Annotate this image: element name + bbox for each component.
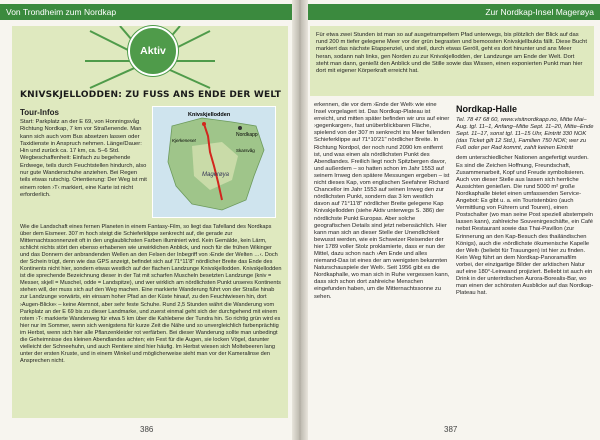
section-heading-nordkap-halle: Nordkap-Halle [456, 104, 518, 114]
map-label-kjerkeneset: Kjerkeneset [172, 138, 196, 143]
column-right [456, 102, 594, 297]
left-page [0, 0, 296, 440]
book-gutter [292, 0, 308, 440]
nordkap-halle-address: Tel. 78 47 68 60, www.visitnordkapp.no, Mitte Mai–Aug. tgl. 11–1, Anfang–Mitte Sept. 11–20, Mitte–Ende Sept. 11–17, sonst tgl. 11–15 Uhr, Eintritt 330 NOK (das Ticket gilt 12 Std.), Familien 750 NOK; wer zu Fuß oder per Rad kommt, zahlt keinen Eintritt [456, 117, 594, 152]
running-head-left: Von Trondheim zum Nordkap [0, 4, 296, 20]
tour-infos-text: Start: Parkplatz an der E 69, von Honningsvåg Richtung Nordkap, 7 km vor Straßenende. Man kann sich auch vom Bus absetzen lassen oder Taxidienste in Anspruch nehmen. Länge/Dauer: Hin und zurück ca. 17 km, ca. 5–6 Std. Wegbeschaffenheit: Einfach zu begehende Erdwege, teils durch Feuchtstellen hindurch, also nur gute Wanderschuhe anziehen. Bei Regen teils etwas rutschig. Orientierung: Der Weg ist mit einem roten ›T‹ markiert, eine Karte ist nicht erforderlich. [20, 119, 147, 198]
column-right-text: dem unterschiedlicher Nationen angefertigt wurden. Es sind die Zeichen Hoffnung, Freundschaft, Zusammenarbeit, Kopf und Freude symbolisieren. Auch von dieser Stelle aus lassen sich herrliche Aussichten genießen. Die rund 5000 m² große Nordkaphalle bietet einen umfassenden Service-Angebot: Es gibt u. a. ein Touristenbüro (auch Vermittlung von Führern und Touren), einen Postschalter (wo man seine Post speziell abstempeln lassen kann), zahlreiche Souvenirgeschäfte, ein Café nebst Restaurant sowie das Thai-Pavillon (zur Erinnerung an den Kap-Besuch des thailändischen Königs), auch die ›nördlichste ökumenische Kapelle der Welt‹ (beliebt für Trauungen) ist hier zu finden. Kein Weg führt an dem Nordkap-Panoramafilm vorbei, der einzigartige Bilder der arktischen Natur auf eine 180°-Leinwand projiziert. Beliebt ist auch ein Drink in der unterirdischen Aurora-Borealis-Bar, wo man einen der schönsten Ausblicke auf das Nordkap-Plateau hat. [456, 155, 594, 297]
box-title: KNIVSKJELLODDEN: ZU FUSS ANS ENDE DER WELT [20, 90, 282, 100]
route-map [152, 106, 276, 218]
page-number-right: 387 [444, 425, 458, 434]
column-left-text: erkennen, die vor dem ›Ende der Welt‹ wie eine Insel vorgelagert ist. Das Nordkap-Plateau ist erreicht, und mitten später befinden wir uns auf einer ›gegenkargen‹, fast unüberblickbaren Fläche, spielend von der 307 m senkrecht ins Meer fallenden Schieferklippe auf 71°10'21" nördlicher Breite. In Richtung Nordpol, der noch rund 2090 km entfernt ist, und was einen als nördlichsten Punkt des Abendlandes. Freilich liegt noch Spitzbergen davor, und außerdem – so hatten schon im Jahr 1553 auf seinem Irrweg den spätere Messungen ergeben – ist nicht dieses Kap, vom englischen Seefahrer Richard Chancellor im Jahr 1553 auf seinen Irrweg den zur nördlichsten Punkt, sondern das 3 km westlich davon auf 71°11'8" nördlicher Breite gelegene Kap Knivskjellodden (siehe Aktiv unterwegs S. 386) der nördlichste Punkt Europas. Aber solche geografischen Details sind jetzt nebensächlich. Hier kann man sich an dieser Stelle der Unendlichkeit bewusst werden, wie ein Schweizer Reisender der hier 1789 voller Stolz proklamierte, dass er nun der Mittel, dazu schon nach ›Am Ende und alles niemand-Das ist eines der am wenigsten bekannten Naturschauspiele der Welt‹. Seit 1956 gibt es die Nordkaphalle, wo man sich in Ruhe vergessen kann, dass sich schon dort zahlreiche Menschen eingefunden haben, um die Mitternachtssonne zu sehen. [314, 102, 450, 300]
box-body-text: Wie die Landschaft eines fernen Planeten in einem Fantasy-Film, so liegt das Tafelland des Nordkaps über dem Eismeer. 307 m hoch steigt die Schieferklippe senkrecht auf, die gerade zur Mitternachtssonnenzeit oft in den unglaublichsten Farben illuminiert wird. Kein Gemälde, kein Lärm, schlicht nichts stört den ebenso erhabenen wie unwirklichen Anblick, und noch für die frühen Wikinger und das Donnern der anbrandenden Wellen an den Felsen der Inbegriff von ›Ende der Welten …‹. Doch der Schein trügt, denn wie das GPS anzeigt, befindet sich auf 71°11'8" nördlicher Breite das Ende des Kontinents nicht hier, sondern etwas westlich auf der flachen Landzunge Knivskjellodden. Knivskjellodden ist die sprechende Bezeichnung dieser in der Tat mit scharfen Muscheln besetzten Landzunge (kniv = Messer, skjell = Muschel, odde = Landspitze), und wer wirklich am nördlichsten Punkt unseres Kontinents stehen will, der muss sich auf den Weg machen. Eine markierte Wanderung führt von der Straße hinab zur Landzunge vorwärts, ein einsam hoher Pfad an der Küste hinauf, zu den Feuchtwiesen hin, dort ›Augen-Blicke‹ – keine Atemnot, aber sehr feste Schuhe. Rund 2,5 Stunden währt die Wanderung vom Parkplatz an der E 69 bis zu dieser Landmarke, und zuerst einmal geht sich der durchgehend mit einem rotem ›T‹ markierte Wanderweg für etwa 5 km über die Kahlebene der Tundra hin. So richtig grün wird es hier nur im Sommer, wenn sich wenigstens für kurze Zeit die Nähe und so unvergleichlich farbenprächtig im Herbst, wenn sich hier alle Pflanzenkleider rot verfärben. Bei dieser Wanderung sollte man unbedingt die Geheimnisse des kleinen Abendlandes achten; ein Fest für die Augen, sie locken Vögel, darunter vielleicht der Schneehuhn, und auch Rentiere sind hier häufig. Im Herbst wiesen sich Moltebeeren lang unter der ersten Kruste, und in einem Winkel und möglicherweise sieht man vor der Kameralinse den Ansprechen nicht. [20, 224, 282, 364]
running-head-right: Zur Nordkap-Insel Magerøya [304, 4, 600, 20]
map-label-nordkapp: Nordkapp [236, 132, 258, 138]
box-continued-text: Für etwa zwei Stunden ist man so auf ausgetrampeltem Pfad unterwegs, bis plötzlich der Blick auf das rund 200 m tiefer gelegene Meer vor der grün begrasten und bemoosten Knivskjellbukta fällt. Diese Bucht markiert das nächste Etappenziel, und steil, durch etwas Geröll, geht es dort hinunter und ans Meer heran, sodann nah links, gen Norden zu zur Knivskjellodden, der Landzunge am Ende der Welt. Dort steht man dann, genießt den Anblick und die Stille sowie das Wissen, einen exponierten Punkt man hier dort mit eigener Körperkraft erreicht hat. [316, 32, 587, 75]
map-label-mageroya: Magerøya [202, 172, 230, 178]
aktiv-box-continued [310, 26, 594, 96]
map-label-knivskjellodden: Knivskjellodden [188, 112, 231, 118]
right-page [304, 0, 600, 440]
aktiv-box [12, 26, 288, 418]
map-label-skarsvag: Skarsvåg [236, 148, 255, 153]
aktiv-badge: Aktiv [128, 26, 178, 76]
page-number-left: 386 [140, 425, 154, 434]
tour-infos-heading: Tour-Infos [20, 108, 59, 117]
